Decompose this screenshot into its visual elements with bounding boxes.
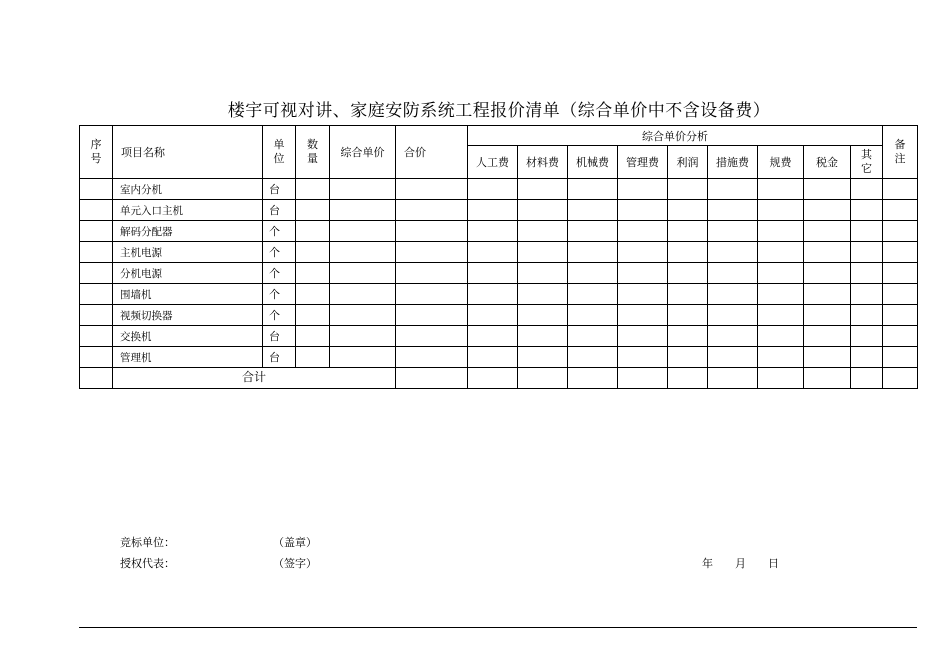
row-empty-cell	[804, 179, 851, 200]
row-empty-cell	[396, 284, 468, 305]
row-empty-cell	[883, 347, 918, 368]
header-management-text: 管理费	[626, 156, 659, 169]
header-seq-text: 序号	[90, 138, 102, 165]
row-empty-cell	[758, 242, 804, 263]
row-empty-cell	[468, 326, 518, 347]
row-empty-cell	[668, 284, 708, 305]
row-empty-cell	[804, 242, 851, 263]
row-seq-cell	[80, 263, 113, 284]
row-empty-cell	[804, 200, 851, 221]
row-empty-cell	[468, 263, 518, 284]
row-seq-cell	[80, 242, 113, 263]
table-row	[80, 179, 918, 200]
row-empty-cell	[668, 221, 708, 242]
row-empty-cell	[758, 179, 804, 200]
row-empty-cell	[883, 305, 918, 326]
row-empty-cell	[883, 326, 918, 347]
header-measures-text: 措施费	[716, 156, 749, 169]
row-empty-cell	[568, 179, 618, 200]
row-empty-cell	[851, 221, 883, 242]
header-tax	[804, 146, 851, 179]
row-empty-cell	[568, 221, 618, 242]
row-empty-cell	[851, 263, 883, 284]
row-item-name: 分机电源	[113, 263, 263, 284]
row-empty-cell	[618, 326, 668, 347]
table-row	[80, 284, 918, 305]
date-label: 年 月 日	[702, 557, 779, 570]
header-quantity-text: 数量	[307, 138, 318, 165]
row-empty-cell	[668, 200, 708, 221]
row-empty-cell	[568, 305, 618, 326]
row-empty-cell	[396, 221, 468, 242]
row-empty-cell	[518, 347, 568, 368]
header-unit-price	[330, 126, 396, 179]
row-empty-cell	[330, 221, 396, 242]
row-empty-cell	[708, 284, 758, 305]
row-empty-cell	[568, 200, 618, 221]
row-empty-cell	[518, 326, 568, 347]
row-empty-cell	[296, 179, 330, 200]
row-empty-cell	[518, 263, 568, 284]
row-empty-cell	[883, 263, 918, 284]
row-empty-cell	[468, 200, 518, 221]
row-empty-cell	[330, 263, 396, 284]
row-empty-cell	[758, 326, 804, 347]
row-empty-cell	[518, 284, 568, 305]
row-unit: 台	[263, 200, 296, 221]
header-profit-text: 利润	[676, 156, 699, 169]
row-empty-cell	[468, 284, 518, 305]
header-fees-text: 规费	[769, 156, 792, 169]
row-empty-cell	[296, 200, 330, 221]
row-empty-cell	[468, 242, 518, 263]
header-total-price-text: 合价	[404, 146, 426, 159]
row-empty-cell	[330, 326, 396, 347]
row-empty-cell	[296, 347, 330, 368]
header-fees	[758, 146, 804, 179]
table-row	[80, 221, 918, 242]
header-other-text: 其它	[861, 148, 872, 175]
table-row	[80, 326, 918, 347]
table-row	[80, 347, 918, 368]
row-empty-cell	[851, 242, 883, 263]
row-unit: 个	[263, 242, 296, 263]
row-empty-cell	[851, 347, 883, 368]
row-seq-cell	[80, 284, 113, 305]
row-empty-cell	[758, 200, 804, 221]
header-labor	[468, 146, 518, 179]
row-empty-cell	[708, 263, 758, 284]
row-empty-cell	[296, 326, 330, 347]
row-empty-cell	[758, 347, 804, 368]
row-empty-cell	[330, 305, 396, 326]
row-empty-cell	[330, 200, 396, 221]
row-empty-cell	[758, 221, 804, 242]
row-item-name: 主机电源	[113, 242, 263, 263]
row-empty-cell	[296, 284, 330, 305]
row-empty-cell	[396, 305, 468, 326]
row-seq-cell	[80, 200, 113, 221]
row-empty-cell	[851, 305, 883, 326]
row-empty-cell	[883, 179, 918, 200]
row-empty-cell	[618, 347, 668, 368]
bidder-label: 竞标单位：	[120, 536, 175, 549]
header-labor-text: 人工费	[476, 156, 509, 169]
row-empty-cell	[618, 284, 668, 305]
row-item-name: 围墙机	[113, 284, 263, 305]
row-empty-cell	[851, 200, 883, 221]
row-empty-cell	[518, 179, 568, 200]
row-empty-cell	[618, 200, 668, 221]
row-unit: 台	[263, 326, 296, 347]
bottom-rule	[79, 627, 917, 628]
table-row	[80, 305, 918, 326]
row-unit: 个	[263, 221, 296, 242]
row-empty-cell	[851, 284, 883, 305]
header-material-text: 材料费	[526, 156, 559, 169]
row-empty-cell	[804, 326, 851, 347]
row-empty-cell	[568, 263, 618, 284]
row-empty-cell	[568, 242, 618, 263]
header-seq	[80, 126, 113, 179]
row-empty-cell	[468, 179, 518, 200]
table-row	[80, 263, 918, 284]
row-item-name: 解码分配器	[113, 221, 263, 242]
row-seq-cell	[80, 221, 113, 242]
row-empty-cell	[708, 347, 758, 368]
row-seq-cell	[80, 179, 113, 200]
header-quantity	[296, 126, 330, 179]
header-analysis-text: 综合单价分析	[642, 129, 708, 143]
row-empty-cell	[618, 305, 668, 326]
row-empty-cell	[851, 179, 883, 200]
row-unit: 个	[263, 305, 296, 326]
row-empty-cell	[804, 221, 851, 242]
header-other	[851, 146, 883, 179]
row-empty-cell	[883, 221, 918, 242]
row-empty-cell	[568, 347, 618, 368]
header-profit	[668, 146, 708, 179]
row-empty-cell	[668, 347, 708, 368]
row-item-name: 视频切换器	[113, 305, 263, 326]
page-title: 楼宇可视对讲、家庭安防系统工程报价清单（综合单价中不含设备费）	[227, 101, 771, 121]
row-empty-cell	[851, 326, 883, 347]
row-empty-cell	[708, 326, 758, 347]
header-machinery	[568, 146, 618, 179]
row-empty-cell	[708, 221, 758, 242]
header-tax-text: 税金	[816, 156, 838, 169]
row-empty-cell	[883, 242, 918, 263]
row-empty-cell	[668, 179, 708, 200]
row-empty-cell	[758, 263, 804, 284]
row-empty-cell	[708, 305, 758, 326]
row-empty-cell	[568, 284, 618, 305]
row-unit: 台	[263, 179, 296, 200]
row-empty-cell	[468, 347, 518, 368]
row-empty-cell	[518, 221, 568, 242]
row-empty-cell	[396, 179, 468, 200]
row-empty-cell	[396, 242, 468, 263]
row-item-name: 交换机	[113, 326, 263, 347]
row-unit: 个	[263, 263, 296, 284]
authorized-rep-label: 授权代表：	[120, 557, 175, 570]
row-empty-cell	[668, 263, 708, 284]
row-empty-cell	[804, 263, 851, 284]
row-empty-cell	[468, 221, 518, 242]
header-management	[618, 146, 668, 179]
row-empty-cell	[330, 242, 396, 263]
total-seq-cell	[80, 368, 113, 389]
header-unit	[263, 126, 296, 179]
row-empty-cell	[568, 326, 618, 347]
header-item-name	[113, 126, 263, 179]
row-empty-cell	[668, 305, 708, 326]
row-empty-cell	[468, 305, 518, 326]
header-unit-text: 单位	[273, 138, 285, 165]
row-empty-cell	[804, 305, 851, 326]
row-seq-cell	[80, 326, 113, 347]
row-unit: 台	[263, 347, 296, 368]
row-empty-cell	[296, 305, 330, 326]
row-empty-cell	[396, 200, 468, 221]
header-remarks	[883, 126, 918, 179]
row-empty-cell	[296, 221, 330, 242]
row-empty-cell	[883, 200, 918, 221]
row-empty-cell	[396, 263, 468, 284]
row-item-name: 单元入口主机	[113, 200, 263, 221]
header-analysis	[468, 126, 883, 146]
row-empty-cell	[883, 284, 918, 305]
row-empty-cell	[708, 200, 758, 221]
row-empty-cell	[708, 242, 758, 263]
quotation-table	[79, 125, 918, 389]
row-empty-cell	[296, 263, 330, 284]
row-empty-cell	[804, 347, 851, 368]
row-seq-cell	[80, 347, 113, 368]
row-empty-cell	[668, 242, 708, 263]
sign-label: （签字）	[273, 557, 317, 570]
table-row	[80, 200, 918, 221]
table-row	[80, 242, 918, 263]
row-seq-cell	[80, 305, 113, 326]
row-empty-cell	[330, 179, 396, 200]
total-label: 合计	[113, 368, 396, 389]
header-measures	[708, 146, 758, 179]
total-value-cell	[396, 368, 468, 389]
seal-label: （盖章）	[273, 536, 317, 549]
row-empty-cell	[758, 305, 804, 326]
header-remarks-text: 备注	[894, 138, 906, 165]
row-empty-cell	[618, 263, 668, 284]
row-empty-cell	[296, 242, 330, 263]
row-empty-cell	[330, 347, 396, 368]
row-empty-cell	[668, 326, 708, 347]
row-empty-cell	[618, 242, 668, 263]
header-item-name-text: 项目名称	[121, 146, 165, 159]
row-empty-cell	[708, 179, 758, 200]
row-empty-cell	[618, 179, 668, 200]
row-item-name: 室内分机	[113, 179, 263, 200]
header-unit-price-text: 综合单价	[340, 146, 385, 159]
row-empty-cell	[804, 284, 851, 305]
header-machinery-text: 机械费	[576, 156, 609, 169]
row-empty-cell	[518, 305, 568, 326]
row-empty-cell	[618, 221, 668, 242]
row-item-name: 管理机	[113, 347, 263, 368]
row-unit: 个	[263, 284, 296, 305]
row-empty-cell	[330, 284, 396, 305]
row-empty-cell	[518, 242, 568, 263]
row-empty-cell	[758, 284, 804, 305]
row-empty-cell	[518, 200, 568, 221]
row-empty-cell	[396, 326, 468, 347]
header-total-price	[396, 126, 468, 179]
header-material	[518, 146, 568, 179]
row-empty-cell	[396, 347, 468, 368]
